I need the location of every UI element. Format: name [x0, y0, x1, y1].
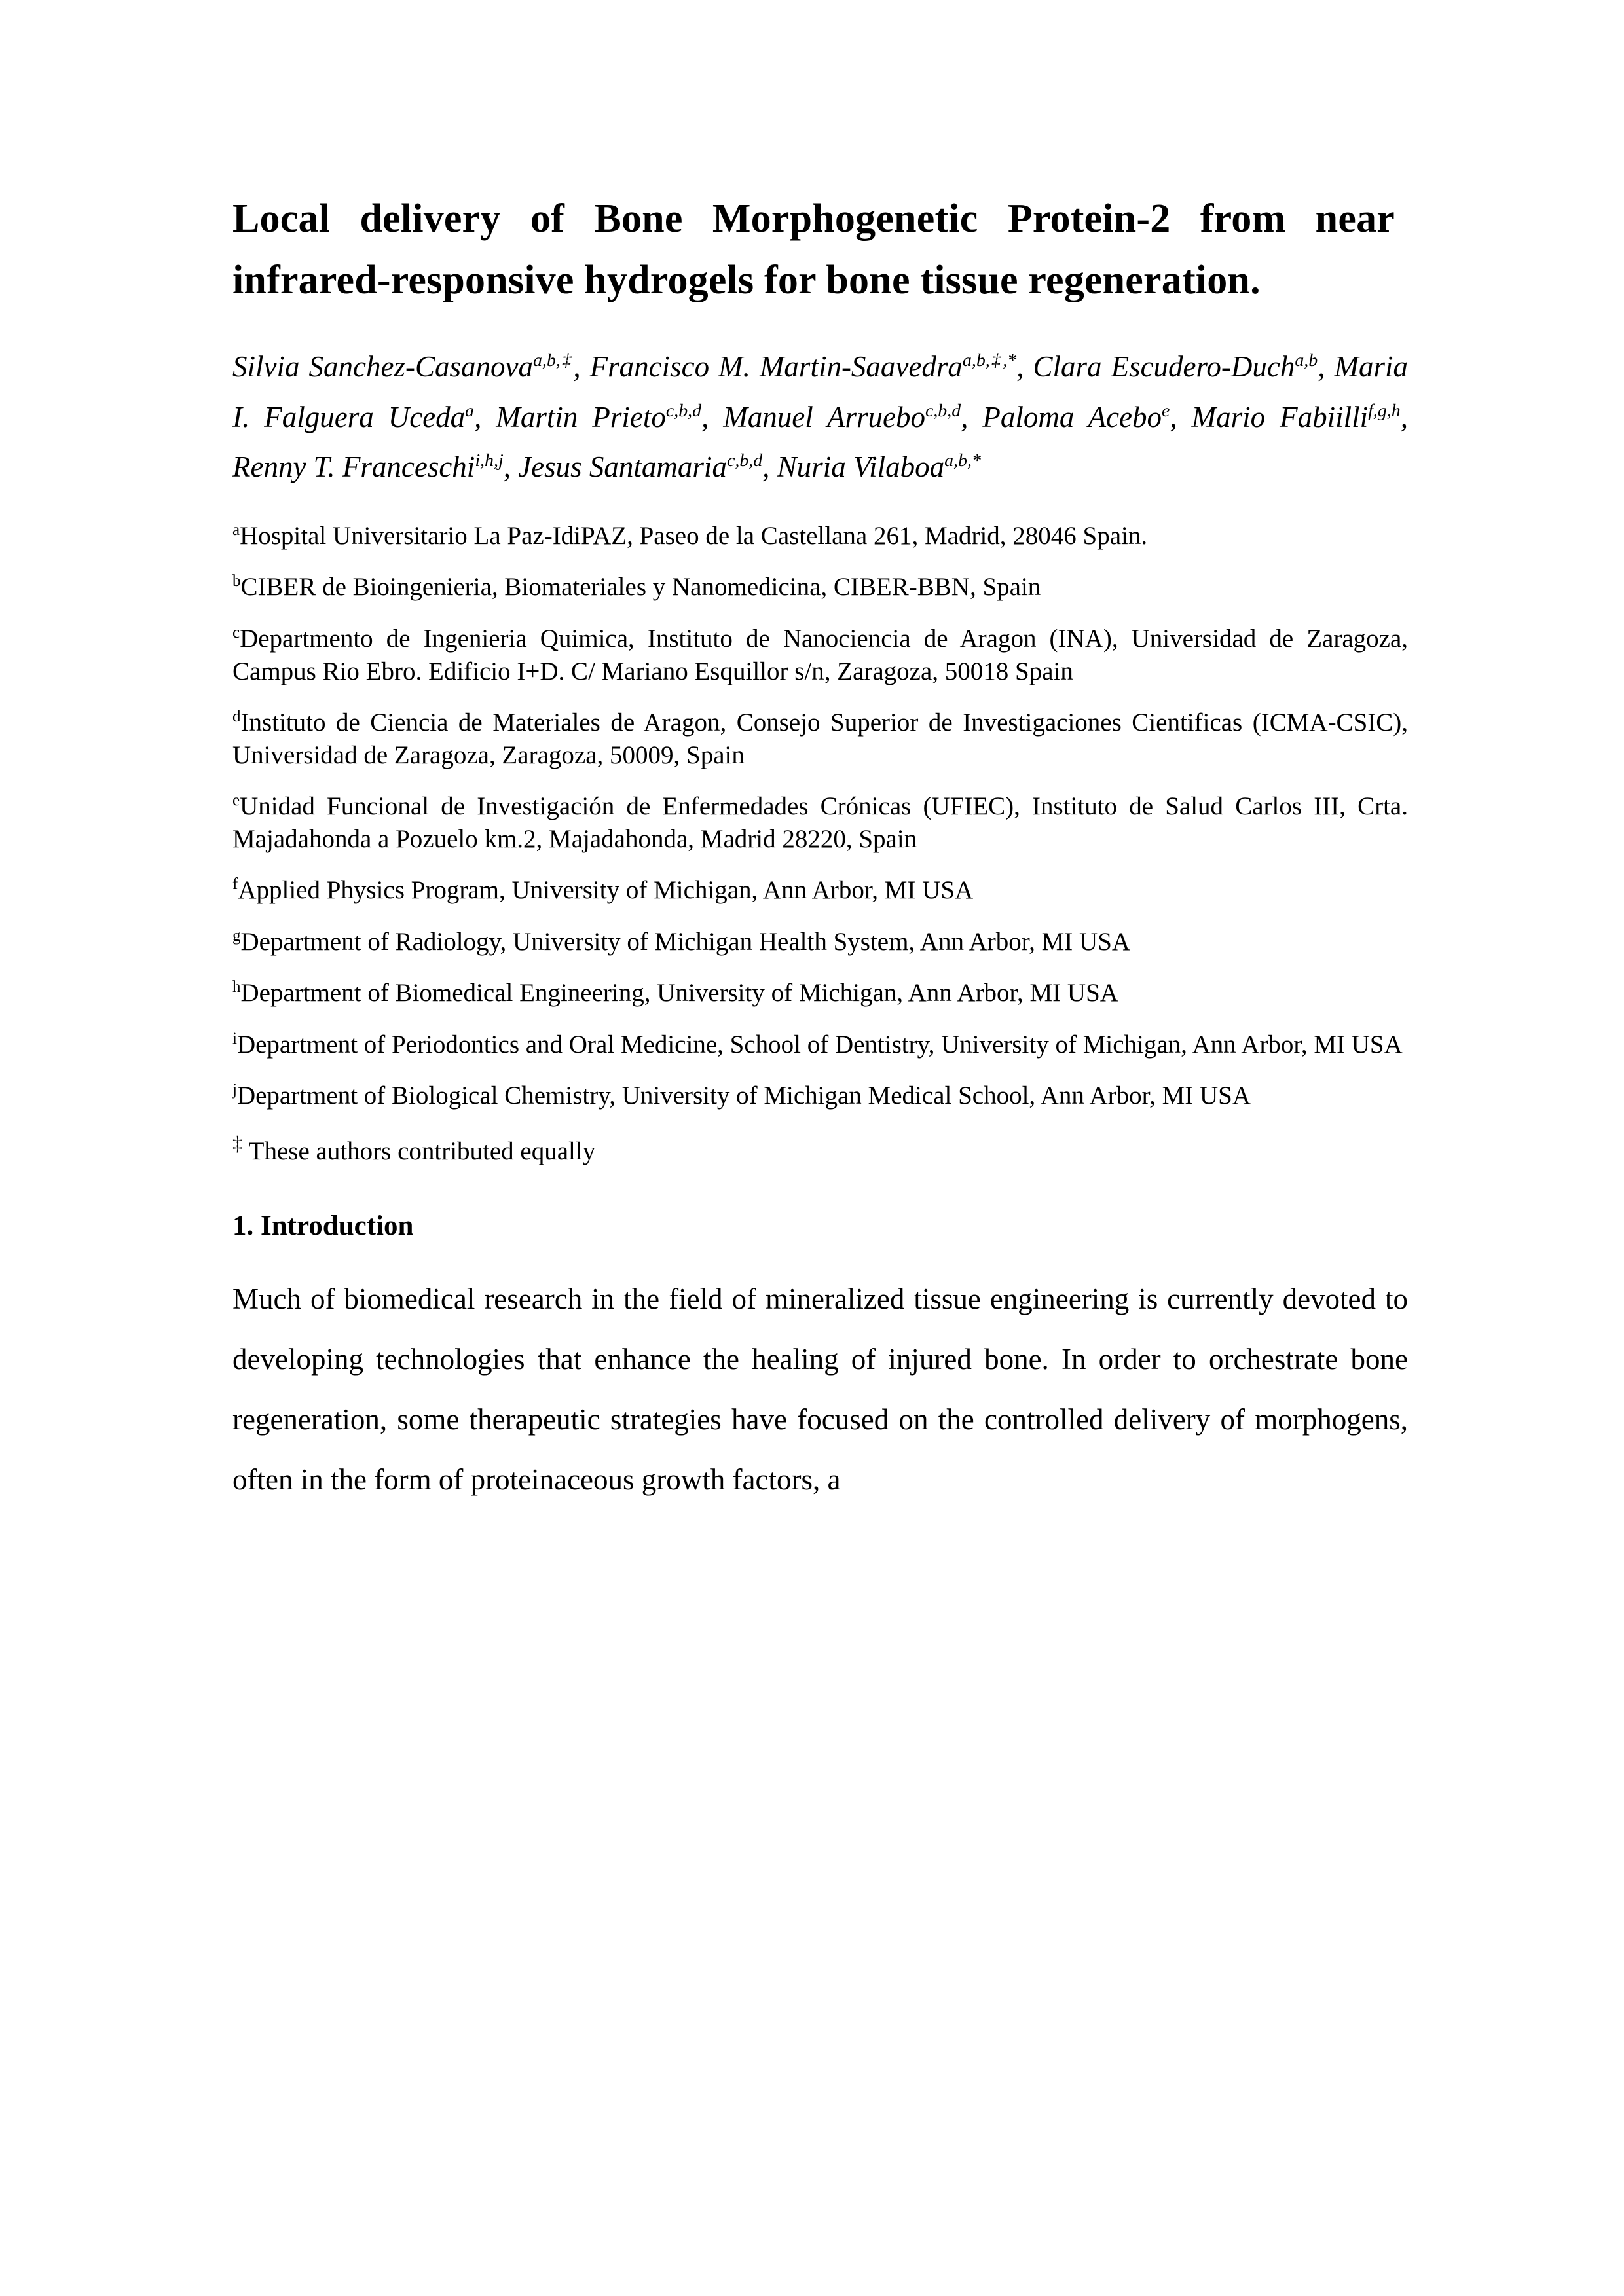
affiliation-marker: i	[232, 1029, 237, 1048]
author-affiliation-marker: a,b	[1295, 350, 1318, 371]
author-affiliation-marker: a,b,‡,*	[962, 350, 1017, 371]
affiliation-marker: c	[232, 624, 240, 642]
affiliation-item	[232, 571, 1408, 604]
footnote-text: These authors contributed equally	[242, 1137, 596, 1165]
affiliation-text: Unidad Funcional de Investigación de Enfermedades Crónicas (UFIEC), Instituto de Salud Carlos III, Crta. Majadahonda a Pozuelo km.2, Majadahonda, Madrid 28220, Spain	[232, 792, 1408, 853]
author-affiliation-marker: a,b,‡	[532, 350, 574, 371]
author-affiliation-marker: c,b,d	[665, 400, 702, 421]
affiliation-marker: f	[232, 875, 238, 894]
author-affiliation-marker: a,b,*	[944, 450, 981, 471]
affiliation-item	[232, 926, 1408, 958]
affiliation-text: Hospital Universitario La Paz-IdiPAZ, Paseo de la Castellana 261, Madrid, 28046 Spain.	[240, 521, 1148, 550]
page-title: Local delivery of Bone Morphogenetic Protein-2 from near infrared-responsive hydrogels for bone tissue regeneration.	[232, 196, 1395, 303]
affiliation-item	[232, 520, 1408, 553]
author-affiliation-marker: c,b,d	[726, 450, 763, 471]
author-affiliation-marker: a	[465, 400, 475, 421]
author-list: Silvia Sanchez-Casanova$^{a,b,\ddagger}$, Francisco M. Martin-Saavedra$^{a,b,\ddagger,*}$, Clara Escudero-Duch$^{a,b}$, Maria I. Falguera Uceda$^a$, Martin Prieto$^{c,b,d}$, Manuel Arruebo$^{c,b,d}$, Paloma Acebo$^e$, Mario Fabiilli$^{f,g,h}$, Renny T. Franceschi$^{i,h,j}$, Jesus Santamaria$^{c,b,d}$, Nuria Vilaboa$^{a,b,*}$	[232, 350, 1409, 484]
author-affiliation-marker: e	[1162, 400, 1170, 421]
affiliation-marker: j	[232, 1081, 237, 1099]
author-name: Jesus Santamaria	[518, 450, 727, 484]
affiliation-marker: d	[232, 708, 241, 726]
author-affiliation-marker: c,b,d	[925, 400, 961, 421]
author-name: Nuria Vilaboa	[777, 450, 945, 484]
introduction-paragraph: Much of biomedical research in the field of mineralized tissue engineering is currently devoted to developing technologies that enhance the healing of injured bone. In order to orchestrate bone regeneration, some therapeutic strategies have focused on the controlled delivery of morphogens, often in the form of proteinaceous growth factors, a	[232, 1283, 1408, 1496]
author-name: Mario Fabiilli	[1191, 400, 1369, 433]
author-name: Silvia Sanchez-Casanova	[232, 350, 533, 384]
author-affiliation-marker: i,h,j	[475, 450, 504, 471]
affiliation-item	[232, 623, 1408, 687]
affiliation-text: Departmento de Ingenieria Quimica, Instituto de Nanociencia de Aragon (INA), Universidad de Zaragoza, Campus Rio Ebro. Edificio I+D. C/ Mariano Esquillor s/n, Zaragoza, 50018 Spain	[232, 625, 1408, 685]
author-name: Paloma Acebo	[982, 400, 1162, 433]
affiliation-text: Applied Physics Program, University of Michigan, Ann Arbor, MI USA	[238, 876, 974, 905]
affiliation-item	[232, 977, 1408, 1010]
affiliation-list	[232, 492, 1408, 1112]
affiliation-marker: g	[232, 926, 241, 945]
affiliation-text: Department of Periodontics and Oral Medicine, School of Dentistry, University of Michigan, Ann Arbor, MI USA	[236, 1030, 1403, 1059]
author-name: Renny T. Franceschi	[232, 450, 475, 484]
footnote-marker: ‡	[232, 1131, 243, 1155]
affiliation-marker: h	[232, 978, 241, 996]
affiliation-marker: e	[232, 792, 240, 810]
section-heading-introduction: 1. Introduction	[232, 1211, 414, 1242]
page-content-column	[232, 0, 1408, 1510]
affiliation-text: Instituto de Ciencia de Materiales de Aragon, Consejo Superior de Investigaciones Cientificas (ICMA-CSIC), Universidad de Zaragoza, Zaragoza, 50009, Spain	[232, 708, 1408, 769]
affiliation-item	[232, 1080, 1408, 1112]
affiliation-marker: a	[232, 520, 240, 539]
author-name: Manuel Arruebo	[723, 400, 925, 433]
affiliation-item	[232, 874, 1408, 907]
affiliation-text: Department of Radiology, University of Michigan Health System, Ann Arbor, MI USA	[240, 927, 1131, 956]
affiliation-text: Department of Biomedical Engineering, University of Michigan, Ann Arbor, MI USA	[240, 979, 1118, 1008]
author-name: Francisco M. Martin-Saavedra	[589, 350, 963, 384]
author-name: Martin Prieto	[496, 400, 666, 433]
affiliation-text: CIBER de Bioingenieria, Biomateriales y Nanomedicina, CIBER-BBN, Spain	[240, 573, 1041, 602]
affiliation-item	[232, 790, 1408, 855]
affiliation-item	[232, 706, 1408, 771]
affiliation-text: Department of Biological Chemistry, University of Michigan Medical School, Ann Arbor, MI USA	[236, 1082, 1251, 1110]
affiliation-marker: b	[232, 572, 241, 591]
affiliation-item	[232, 1029, 1408, 1061]
author-name: Clara Escudero-Duch	[1033, 350, 1295, 384]
equal-contribution-footnote	[232, 1131, 1408, 1168]
author-name: Maria I. Falguera Uceda	[232, 350, 1408, 433]
author-affiliation-marker: f,g,h	[1368, 400, 1401, 421]
